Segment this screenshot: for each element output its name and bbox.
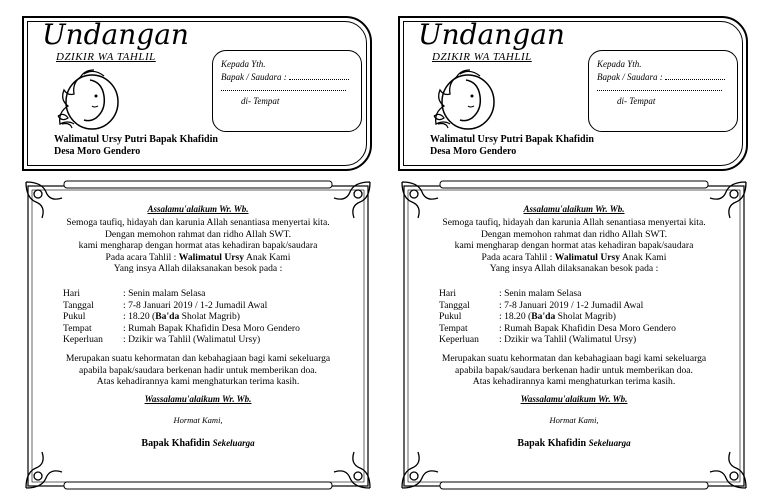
event-name: Walimatul Ursy [554,251,621,263]
address-recipient-row [597,71,729,84]
host-line-1: Walimatul Ursy Putri Bapak Khafidin [430,134,594,145]
event-details [439,288,709,345]
intro-line-2: Dengan memohon rahmat dan ridho Allah SWT. [104,228,292,240]
address-blank-line [597,84,722,91]
intro-line-3: kami mengharap dengan hormat atas kehadiran bapak/saudara [78,240,318,252]
address-recipient-label: Bapak / Saudara : [597,72,663,82]
address-box [588,50,738,132]
closing-greeting: Wassalamu'alaikum Wr. Wb. [520,393,628,404]
host-line-2: Desa Moro Gendero [430,146,517,157]
detail-row-purpose: Keperluan : Dzikir wa Tahlil (Walimatul Ursy) [439,334,637,345]
host-info [54,134,218,158]
address-to: Kepada Yth. [597,59,642,69]
letter-body [410,204,738,450]
invitation-title: Undangan [418,18,565,51]
invitation-card-left [6,0,384,503]
address-recipient-row [221,71,353,84]
detail-row-time: Pukul : 18.20 (Ba'da Sholat Magrib) [63,311,241,323]
detail-row-time: Pukul : 18.20 (Ba'da Sholat Magrib) [439,311,617,323]
signer: Bapak Khafidin Sekeluarga [517,438,631,450]
signer: Bapak Khafidin Sekeluarga [141,438,255,450]
detail-row-date: Tanggal : 7-8 Januari 2019 / 1-2 Jumadil Awal [439,299,644,311]
event-name: Walimatul Ursy [178,251,245,263]
event-line: Pada acara Tahlil : Walimatul Ursy Anak Kami [105,251,291,263]
invitation-subtitle: DZIKIR WA TAHLIL [432,51,532,63]
host-line-1: Walimatul Ursy Putri Bapak Khafidin [54,134,218,145]
closing-line-2: apabila bapak/saudara berkenan hadir untuk memberikan doa. [79,364,317,376]
invitation-subtitle: DZIKIR WA TAHLIL [56,51,156,63]
opening-greeting: Assalamu'alaikum Wr. Wb. [523,204,625,214]
address-box [212,50,362,132]
closing-line-3: Atas kehadirannya kami menghaturkan terima kasih. [472,376,676,388]
closing-greeting: Wassalamu'alaikum Wr. Wb. [144,393,252,404]
closing-line-1: Merupakan suatu kehormatan dan kebahagiaan bagi kami sekeluarga [65,353,331,365]
envelope-front [398,16,748,171]
detail-row-date: Tanggal : 7-8 Januari 2019 / 1-2 Jumadil Awal [63,299,268,311]
closing-line-1: Merupakan suatu kehormatan dan kebahagiaan bagi kami sekeluarga [441,353,707,365]
emblem-illustration [428,66,498,134]
closing-line-3: Atas kehadirannya kami menghaturkan terima kasih. [96,376,300,388]
envelope-front [22,16,372,171]
intro-line-2: Dengan memohon rahmat dan ridho Allah SWT. [480,228,668,240]
detail-row-day: Hari : Senin malam Selasa [63,288,206,300]
schedule-intro: Yang insya Allah dilaksanakan besok pada : [113,263,283,275]
address-recipient-label: Bapak / Saudara : [221,72,287,82]
detail-row-purpose: Keperluan : Dzikir wa Tahlil (Walimatul Ursy) [63,334,261,345]
intro-line-1: Semoga taufiq, hidayah dan karunia Allah senantiasa menyertai kita. [442,217,706,229]
detail-row-day: Hari : Senin malam Selasa [439,288,582,300]
closing-line-2: apabila bapak/saudara berkenan hadir untuk memberikan doa. [455,364,693,376]
event-line: Pada acara Tahlil : Walimatul Ursy Anak Kami [481,251,667,263]
schedule-intro: Yang insya Allah dilaksanakan besok pada : [489,263,659,275]
letter-body [34,204,362,450]
address-to: Kepada Yth. [221,59,266,69]
detail-row-place: Tempat : Rumah Bapak Khafidin Desa Moro Gendero [439,322,676,334]
letter-card [24,180,372,490]
invitation-card-right [382,0,760,503]
emblem-illustration [52,66,122,134]
host-info [430,134,594,158]
letter-card [400,180,748,490]
address-blank-line [221,84,346,91]
address-place: di- Tempat [617,96,656,106]
opening-greeting: Assalamu'alaikum Wr. Wb. [147,204,249,214]
invitation-title: Undangan [42,18,189,51]
address-place: di- Tempat [241,96,280,106]
intro-line-1: Semoga taufiq, hidayah dan karunia Allah senantiasa menyertai kita. [66,217,330,229]
regards: Hormat Kami, [173,415,223,426]
detail-row-place: Tempat : Rumah Bapak Khafidin Desa Moro Gendero [63,322,300,334]
event-details [63,288,333,345]
regards: Hormat Kami, [549,415,599,426]
intro-line-3: kami mengharap dengan hormat atas kehadiran bapak/saudara [454,240,694,252]
host-line-2: Desa Moro Gendero [54,146,141,157]
